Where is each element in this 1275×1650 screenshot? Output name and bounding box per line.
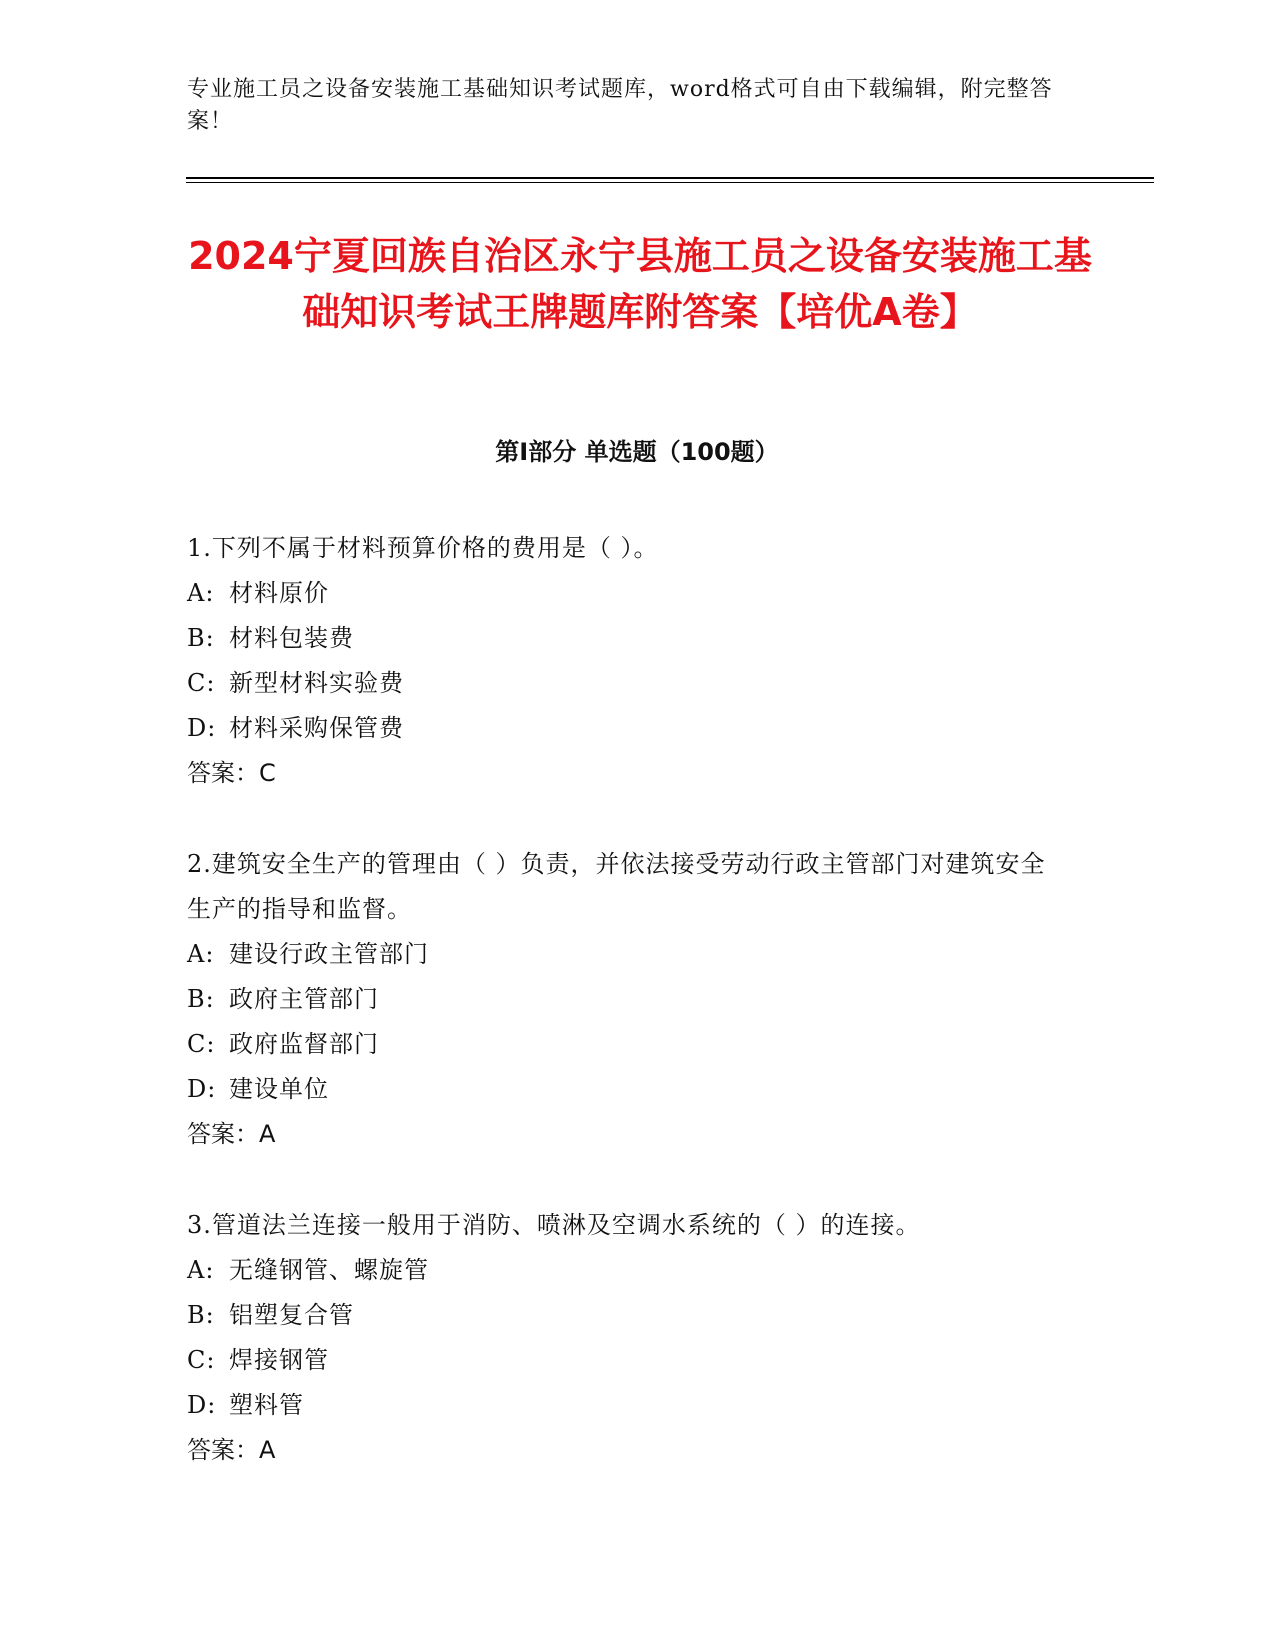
answer-line: 答案：A [187, 1120, 276, 1148]
answer-line: 答案：A [187, 1436, 276, 1464]
option-a [187, 1248, 1067, 1293]
option-key: A: [187, 1256, 215, 1284]
option-key: D: [187, 1075, 217, 1103]
option-d [187, 1067, 1067, 1112]
option-a [187, 932, 1067, 977]
answer-line: 答案：C [187, 759, 276, 787]
option-key: B: [187, 1301, 215, 1329]
option-key: B: [187, 624, 215, 652]
option-c [187, 661, 1067, 706]
option-key: C: [187, 1030, 216, 1058]
option-text: 建设行政主管部门 [229, 940, 429, 968]
option-text: 无缝钢管、螺旋管 [229, 1256, 429, 1284]
option-c [187, 1338, 1067, 1383]
option-text: 铝塑复合管 [229, 1301, 354, 1329]
option-d [187, 1383, 1067, 1428]
option-b [187, 977, 1067, 1022]
option-text: 焊接钢管 [229, 1346, 329, 1374]
option-text: 政府主管部门 [229, 985, 379, 1013]
question-3 [187, 1203, 1067, 1473]
option-text: 新型材料实验费 [229, 669, 404, 697]
option-a [187, 571, 1067, 616]
option-d [187, 706, 1067, 751]
option-key: A: [187, 579, 215, 607]
question-stem: 2.建筑安全生产的管理由（ ）负责，并依法接受劳动行政主管部门对建筑安全生产的指导和监督。 [187, 850, 1046, 923]
option-text: 塑料管 [229, 1391, 304, 1419]
option-key: C: [187, 669, 216, 697]
question-1 [187, 526, 1067, 796]
document-title: 2024宁夏回族自治区永宁县施工员之设备安装施工基础知识考试王牌题库附答案【培优A卷】 [188, 234, 1092, 334]
option-b [187, 616, 1067, 661]
question-stem: 1.下列不属于材料预算价格的费用是（ ）。 [187, 534, 659, 562]
question-2 [187, 842, 1067, 1157]
option-key: B: [187, 985, 215, 1013]
question-stem: 3.管道法兰连接一般用于消防、喷淋及空调水系统的（ ）的连接。 [187, 1211, 921, 1239]
option-text: 建设单位 [229, 1075, 329, 1103]
header-rule-thin [186, 182, 1154, 183]
header-rule-thick [186, 177, 1154, 179]
option-key: A: [187, 940, 215, 968]
option-text: 材料原价 [229, 579, 329, 607]
option-text: 材料采购保管费 [229, 714, 404, 742]
option-text: 材料包装费 [229, 624, 354, 652]
option-key: D: [187, 1391, 217, 1419]
option-text: 政府监督部门 [229, 1030, 379, 1058]
intro-text: 专业施工员之设备安装施工基础知识考试题库，word格式可自由下载编辑，附完整答案！ [187, 77, 1053, 134]
question-list [187, 526, 1067, 1519]
option-c [187, 1022, 1067, 1067]
section-heading: 第Ⅰ部分 单选题（100题） [495, 438, 779, 466]
option-b [187, 1293, 1067, 1338]
option-key: C: [187, 1346, 216, 1374]
option-key: D: [187, 714, 217, 742]
